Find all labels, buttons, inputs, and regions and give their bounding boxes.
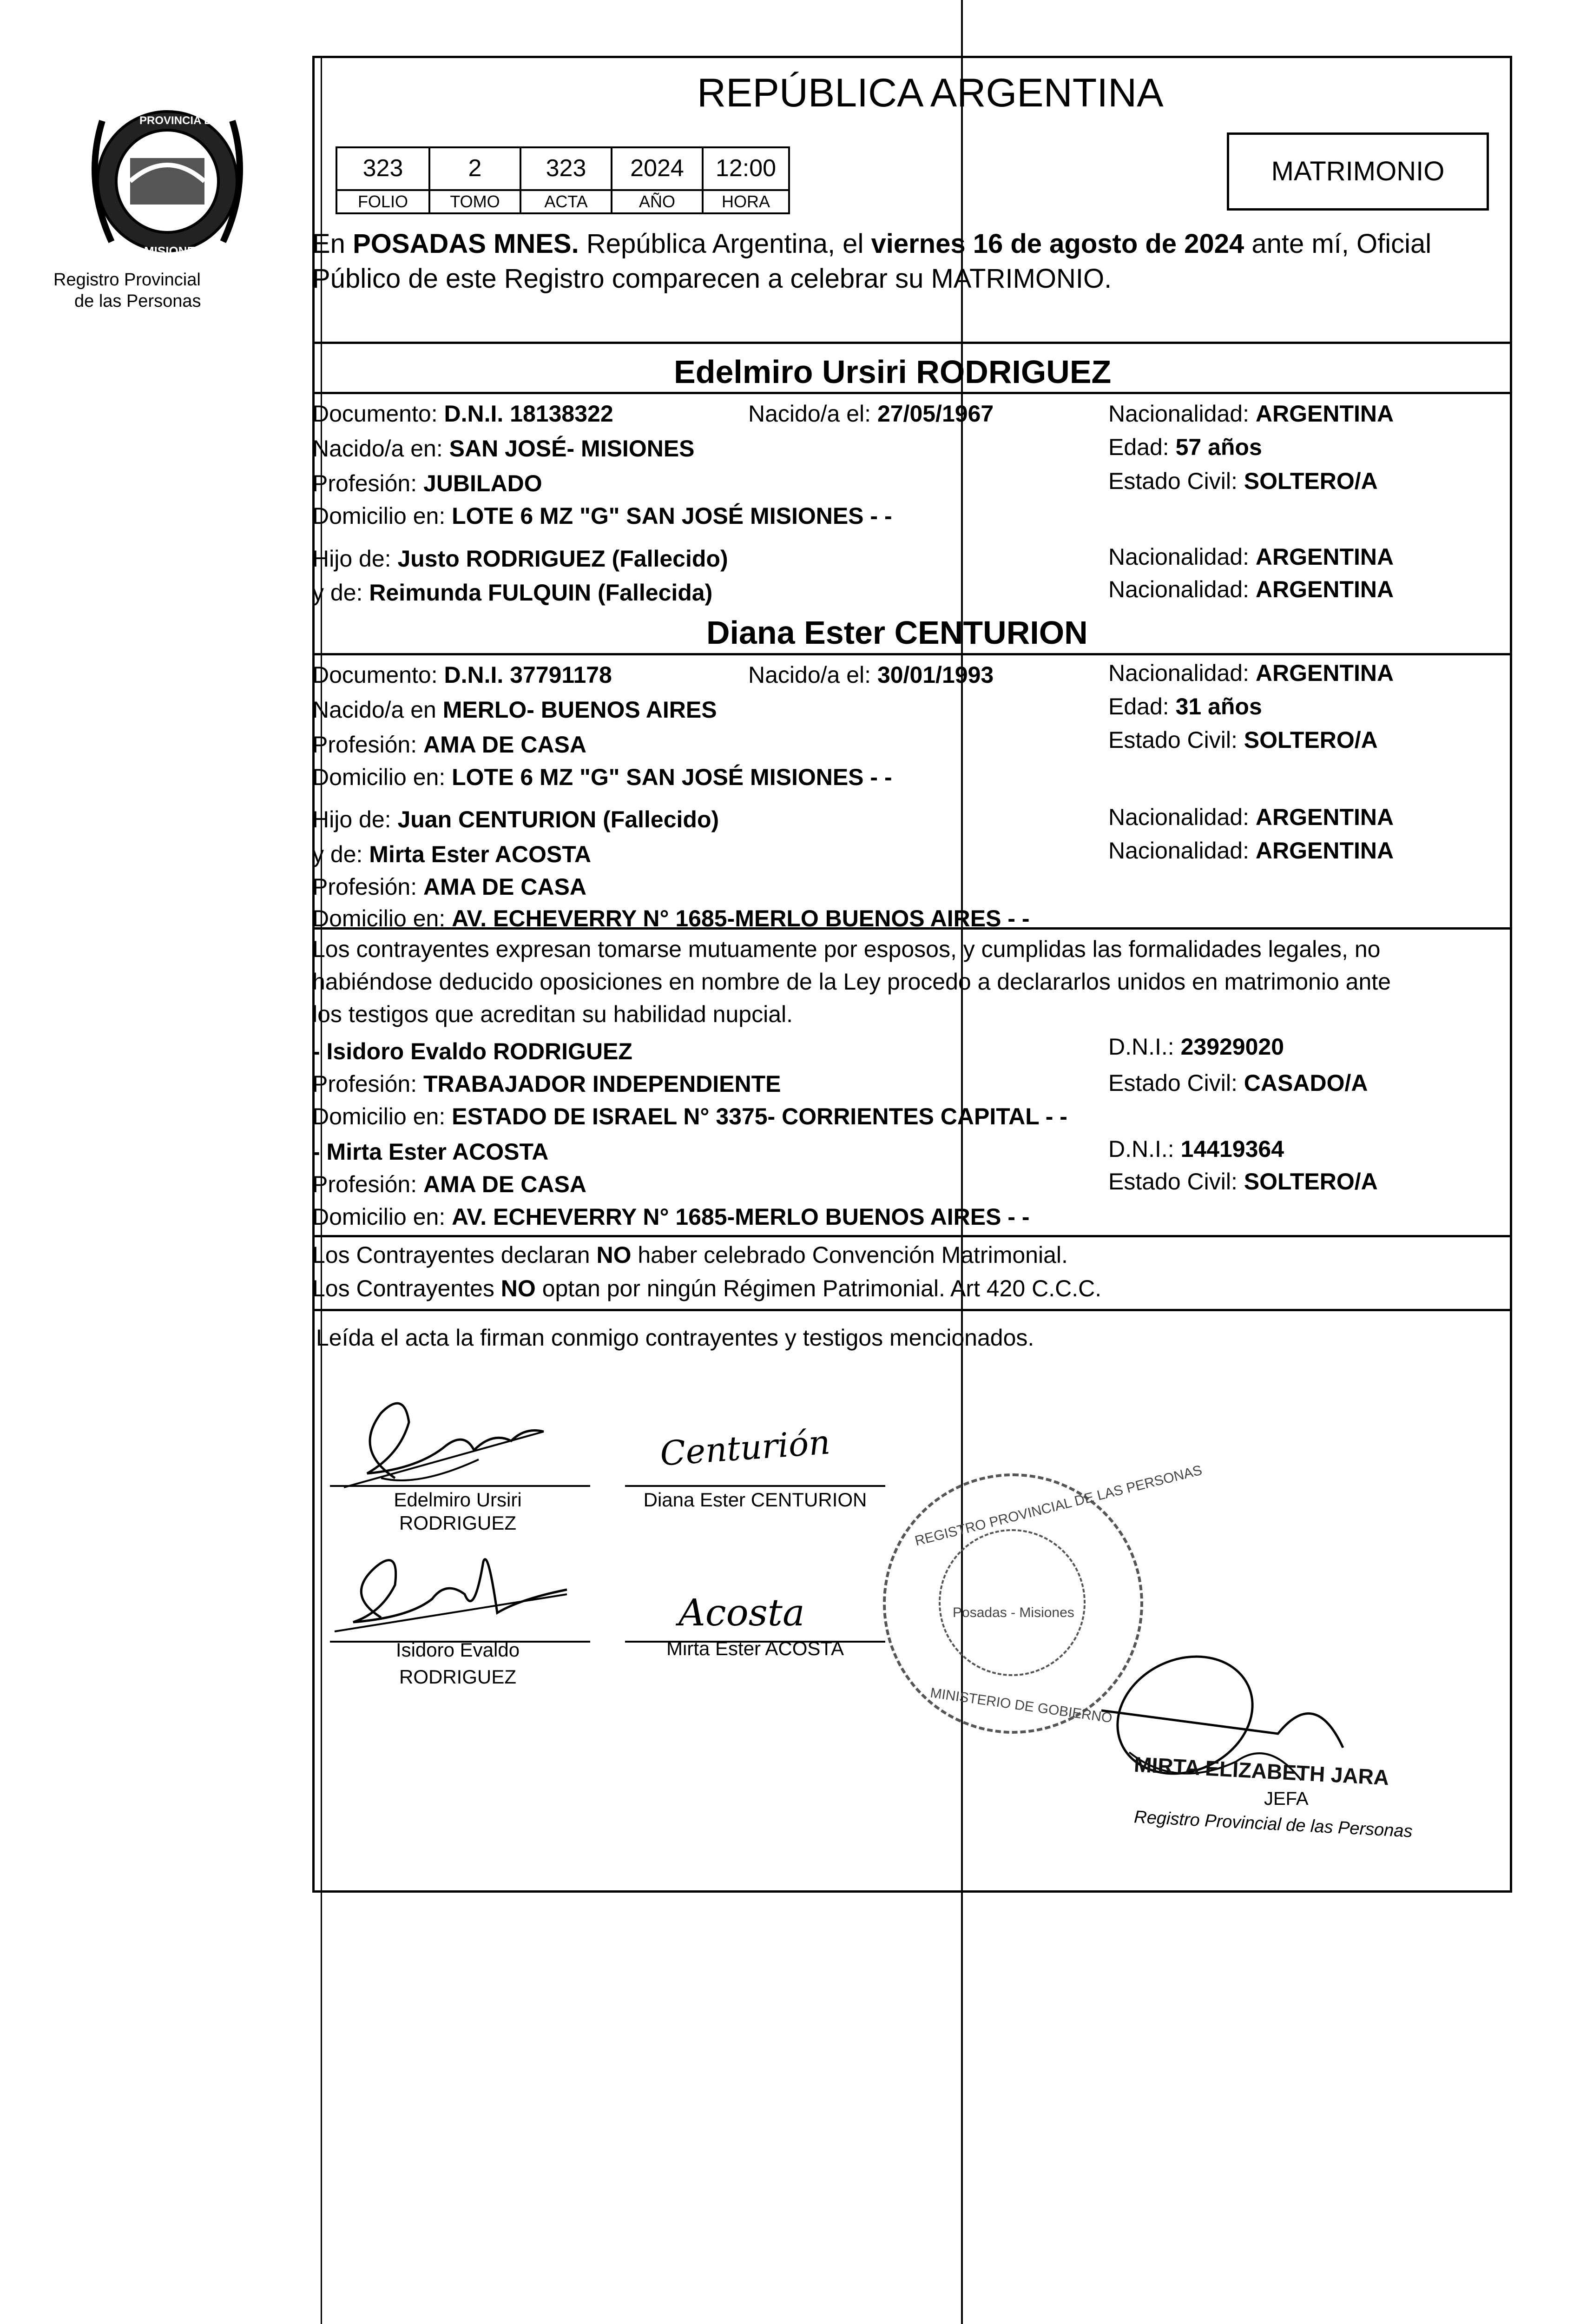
witness2-dni-value: 14419364 xyxy=(1180,1136,1284,1162)
spouse2-mother-addr-label: Domicilio en: xyxy=(312,905,452,931)
official-office: Registro Provincial de las Personas xyxy=(1133,1807,1413,1842)
spouse2-profession xyxy=(312,731,586,759)
spouse2-mother-address xyxy=(312,905,1030,932)
divider-5 xyxy=(312,1235,1512,1237)
spouse2-doc-label: Documento: xyxy=(312,662,444,688)
spouse2-document xyxy=(312,661,612,689)
spouse1-mother-name: Reimunda FULQUIN (Fallecida) xyxy=(369,580,713,606)
spouse2-birthplace-label: Nacido/a en xyxy=(312,697,443,723)
signature-scribble-1 xyxy=(325,1385,567,1497)
register-cell-acta xyxy=(520,146,612,191)
spouse2-mother-nat: ARGENTINA xyxy=(1255,838,1394,864)
spouse1-father-nat: ARGENTINA xyxy=(1255,544,1394,570)
spouse2-age-value: 31 años xyxy=(1175,693,1262,720)
spouse1-addr: LOTE 6 MZ "G" SAN JOSÉ MISIONES - - xyxy=(452,503,892,529)
ano-label: AÑO xyxy=(639,192,675,211)
ano-value: 2024 xyxy=(630,155,684,182)
spouse2-mother-prof-label: Profesión: xyxy=(312,874,424,900)
registry-caption-1: Registro Provincial xyxy=(53,270,201,290)
spouse2-civil-label: Estado Civil: xyxy=(1108,727,1244,753)
spouse2-civil: SOLTERO/A xyxy=(1244,727,1378,753)
register-cell-ano xyxy=(611,146,704,191)
spouse1-name: Edelmiro Ursiri RODRIGUEZ xyxy=(674,354,1112,390)
spouse2-father-nat: ARGENTINA xyxy=(1255,804,1394,830)
spouse2-doc: D.N.I. 37791178 xyxy=(444,662,612,688)
spouse1-father-name: Justo RODRIGUEZ (Fallecido) xyxy=(397,546,728,572)
spouse2-mother-profession xyxy=(312,873,586,901)
official-title: JEFA xyxy=(1264,1789,1309,1809)
acta-label: ACTA xyxy=(544,192,588,211)
spouse1-document xyxy=(312,400,613,428)
spouse1-nat: ARGENTINA xyxy=(1255,401,1394,427)
spouse1-birthplace-value: SAN JOSÉ- MISIONES xyxy=(449,436,695,462)
signature-handwritten-2: Centurión xyxy=(658,1422,832,1473)
signature-caption-1a: Edelmiro Ursiri xyxy=(394,1489,522,1511)
witness1-addr: ESTADO DE ISRAEL N° 3375- CORRIENTES CAPITAL - - xyxy=(452,1103,1067,1129)
hora-label: HORA xyxy=(721,192,770,211)
spouse2-birthplace xyxy=(312,696,717,724)
spouse1-nat-label: Nacionalidad: xyxy=(1108,401,1256,427)
witness2-dni xyxy=(1108,1135,1284,1163)
witness2-prof: AMA DE CASA xyxy=(423,1171,586,1197)
declaration-line-2: habiéndose deducido oposiciones en nombre de la Ley procedo a declararlos unidos en matrimonio ante xyxy=(312,969,1391,995)
spouse1-prof-label: Profesión: xyxy=(312,470,424,496)
spouse1-father-nat-label: Nacionalidad: xyxy=(1108,544,1256,570)
stamp-ring-text: REGISTRO PROVINCIAL DE LAS PERSONAS xyxy=(913,1462,1204,1549)
declaration-line-3: los testigos que acreditan su habilidad nupcial. xyxy=(312,1001,793,1027)
spouse2-father-label: Hijo de: xyxy=(312,806,398,832)
witness1-profession xyxy=(312,1070,781,1098)
spouse1-age xyxy=(1108,433,1262,461)
witness1-dni xyxy=(1108,1033,1284,1061)
acta-value: 323 xyxy=(546,155,586,182)
center-fold-line xyxy=(961,0,963,2324)
spouse1-address xyxy=(312,502,892,530)
register-cell-tomo xyxy=(428,146,521,191)
register-label-acta xyxy=(520,189,612,214)
closing-statement: Leída el acta la firman conmigo contrayentes y testigos mencionados. xyxy=(316,1325,1034,1351)
spouse2-nationality xyxy=(1108,659,1394,687)
folio-label: FOLIO xyxy=(357,192,408,211)
tomo-label: TOMO xyxy=(450,192,500,211)
official-name: MIRTA ELIZABETH JARA xyxy=(1133,1752,1390,1790)
spouse2-father-nat-label: Nacionalidad: xyxy=(1108,804,1256,830)
spouse2-mother-prof: AMA DE CASA xyxy=(423,874,586,900)
signature-line-1 xyxy=(330,1485,590,1487)
intro-mid: República Argentina, el xyxy=(579,229,871,259)
spouse2-father-name: Juan CENTURION (Fallecido) xyxy=(397,806,719,832)
witness2-addr-label: Domicilio en: xyxy=(312,1204,452,1230)
signature-scribble-3 xyxy=(325,1548,586,1641)
spouse1-profession xyxy=(312,469,542,497)
witness1-addr-label: Domicilio en: xyxy=(312,1103,452,1129)
intro-line-1 xyxy=(312,228,1431,260)
register-label-hora xyxy=(702,189,790,214)
spouse1-birthplace xyxy=(312,435,695,462)
spouse2-mother-addr: AV. ECHEVERRY N° 1685-MERLO BUENOS AIRES - - xyxy=(452,905,1030,931)
spouse2-nat-label: Nacionalidad: xyxy=(1108,660,1256,686)
regime2-pre: Los Contrayentes xyxy=(312,1275,501,1301)
regime-line-1 xyxy=(312,1241,1068,1269)
spouse1-mother-nat-label: Nacionalidad: xyxy=(1108,576,1256,602)
register-cell-folio xyxy=(336,146,430,191)
spouse2-born xyxy=(748,661,994,689)
folio-value: 323 xyxy=(362,155,403,182)
stamp-city: Posadas - Misiones xyxy=(953,1605,1074,1620)
spouse2-mother-name: Mirta Ester ACOSTA xyxy=(369,841,592,867)
spouse2-father-nationality xyxy=(1108,803,1394,831)
spouse1-addr-label: Domicilio en: xyxy=(312,503,452,529)
intro-post: ante mí, Oficial xyxy=(1244,229,1432,259)
spouse1-civil: SOLTERO/A xyxy=(1244,468,1378,494)
spouse1-mother-label: y de: xyxy=(312,580,369,606)
registry-logo xyxy=(74,93,260,279)
spouse2-mother-label: y de: xyxy=(312,841,369,867)
signature-line-2 xyxy=(625,1485,885,1487)
spouse2-address xyxy=(312,763,892,791)
witness1-prof-label: Profesión: xyxy=(312,1071,424,1097)
intro-line-2: Público de este Registro comparecen a celebrar su MATRIMONIO. xyxy=(312,264,1112,294)
witness2-prof-label: Profesión: xyxy=(312,1171,424,1197)
spouse1-father-nationality xyxy=(1108,543,1394,571)
spouse2-addr: LOTE 6 MZ "G" SAN JOSÉ MISIONES - - xyxy=(452,764,892,790)
spouse1-age-value: 57 años xyxy=(1175,434,1262,460)
witness1-dni-value: 23929020 xyxy=(1180,1034,1284,1060)
intro-date: viernes 16 de agosto de 2024 xyxy=(871,229,1244,259)
spouse2-age-label: Edad: xyxy=(1108,693,1176,720)
spouse1-civil-label: Estado Civil: xyxy=(1108,468,1244,494)
act-type-label: MATRIMONIO xyxy=(1271,156,1445,186)
signature-caption-3a: Isidoro Evaldo xyxy=(395,1639,520,1661)
intro-place: POSADAS MNES. xyxy=(353,229,579,259)
spouse2-mother xyxy=(312,840,591,868)
witness1-prof: TRABAJADOR INDEPENDIENTE xyxy=(423,1071,781,1097)
spouse1-doc-label: Documento: xyxy=(312,401,444,427)
seal-text-top: PROVINCIA DE xyxy=(139,114,220,127)
stamp-bottom-text: MINISTERIO DE GOBIERNO xyxy=(929,1685,1113,1726)
witness2-address xyxy=(312,1203,1030,1231)
regime1-pre: Los Contrayentes declaran xyxy=(312,1242,597,1268)
witness1-address xyxy=(312,1103,1067,1130)
tomo-value: 2 xyxy=(468,155,482,182)
spouse1-nationality xyxy=(1108,400,1394,428)
witness2-civil-status xyxy=(1108,1168,1378,1195)
witness2-name: - Mirta Ester ACOSTA xyxy=(312,1139,549,1165)
spouse2-birthplace-value: MERLO- BUENOS AIRES xyxy=(442,697,717,723)
spouse2-prof: AMA DE CASA xyxy=(423,732,586,758)
witness1-name: - Isidoro Evaldo RODRIGUEZ xyxy=(312,1038,632,1064)
spouse2-addr-label: Domicilio en: xyxy=(312,764,452,790)
spouse2-civil-status xyxy=(1108,726,1378,754)
spouse1-civil-status xyxy=(1108,467,1378,495)
spouse1-father-label: Hijo de: xyxy=(312,546,398,572)
spouse1-born xyxy=(748,400,994,428)
page-title: REPÚBLICA ARGENTINA xyxy=(697,71,1164,115)
signature-handwritten-4: Acosta xyxy=(678,1591,805,1634)
spouse2-born-label: Nacido/a el: xyxy=(748,662,877,688)
witness2-civil: SOLTERO/A xyxy=(1244,1169,1378,1195)
spouse2-nat: ARGENTINA xyxy=(1255,660,1394,686)
register-label-ano xyxy=(611,189,704,214)
intro-pre: En xyxy=(312,229,353,259)
spouse2-father xyxy=(312,805,719,833)
seal-text-bottom: MISIONES xyxy=(144,244,204,258)
regime2-post: optan por ningún Régimen Patrimonial. Art 420 C.C.C. xyxy=(535,1275,1102,1301)
regime1-post: haber celebrado Convención Matrimonial. xyxy=(631,1242,1068,1268)
spouse1-mother xyxy=(312,579,712,607)
register-label-folio xyxy=(336,189,430,214)
hora-value: 12:00 xyxy=(715,155,777,182)
spouse1-father xyxy=(312,545,728,573)
regime-line-2 xyxy=(312,1274,1101,1302)
witness1-dni-label: D.N.I.: xyxy=(1108,1034,1181,1060)
spouse1-birthplace-label: Nacido/a en: xyxy=(312,436,449,462)
signature-caption-1b: RODRIGUEZ xyxy=(399,1512,516,1534)
witness2-profession xyxy=(312,1170,586,1198)
witness1-civil-status xyxy=(1108,1069,1368,1097)
signature-caption-3b: RODRIGUEZ xyxy=(399,1666,516,1688)
regime1-no: NO xyxy=(596,1242,632,1268)
spouse2-age xyxy=(1108,693,1262,720)
spouse1-born-date: 27/05/1967 xyxy=(877,401,994,427)
witness1-civil: CASADO/A xyxy=(1244,1070,1368,1096)
act-type-box xyxy=(1227,132,1489,211)
spouse1-doc: D.N.I. 18138322 xyxy=(444,401,613,427)
regime2-no: NO xyxy=(500,1275,536,1301)
witness2-addr: AV. ECHEVERRY N° 1685-MERLO BUENOS AIRES - - xyxy=(452,1204,1030,1230)
witness2-civil-label: Estado Civil: xyxy=(1108,1169,1244,1195)
spouse1-age-label: Edad: xyxy=(1108,434,1176,460)
witness2-dni-label: D.N.I.: xyxy=(1108,1136,1181,1162)
spouse2-born-date: 30/01/1993 xyxy=(877,662,994,688)
spouse2-mother-nationality xyxy=(1108,837,1394,865)
spouse2-name: Diana Ester CENTURION xyxy=(706,614,1088,651)
signature-caption-4: Mirta Ester ACOSTA xyxy=(666,1637,844,1659)
register-cell-hora xyxy=(702,146,790,191)
register-label-tomo xyxy=(428,189,521,214)
spouse1-mother-nat: ARGENTINA xyxy=(1255,576,1394,602)
registry-caption-2: de las Personas xyxy=(74,291,201,311)
spouse2-mother-nat-label: Nacionalidad: xyxy=(1108,838,1256,864)
divider-1 xyxy=(312,342,1512,344)
declaration-line-1: Los contrayentes expresan tomarse mutuamente por esposos, y cumplidas las formalidades legales, no xyxy=(312,936,1381,962)
spouse1-mother-nationality xyxy=(1108,575,1394,603)
spouse1-prof: JUBILADO xyxy=(423,470,542,496)
witness1-civil-label: Estado Civil: xyxy=(1108,1070,1244,1096)
divider-6 xyxy=(312,1309,1512,1311)
signature-caption-2: Diana Ester CENTURION xyxy=(643,1489,867,1511)
spouse1-born-label: Nacido/a el: xyxy=(748,401,877,427)
spouse2-prof-label: Profesión: xyxy=(312,732,424,758)
